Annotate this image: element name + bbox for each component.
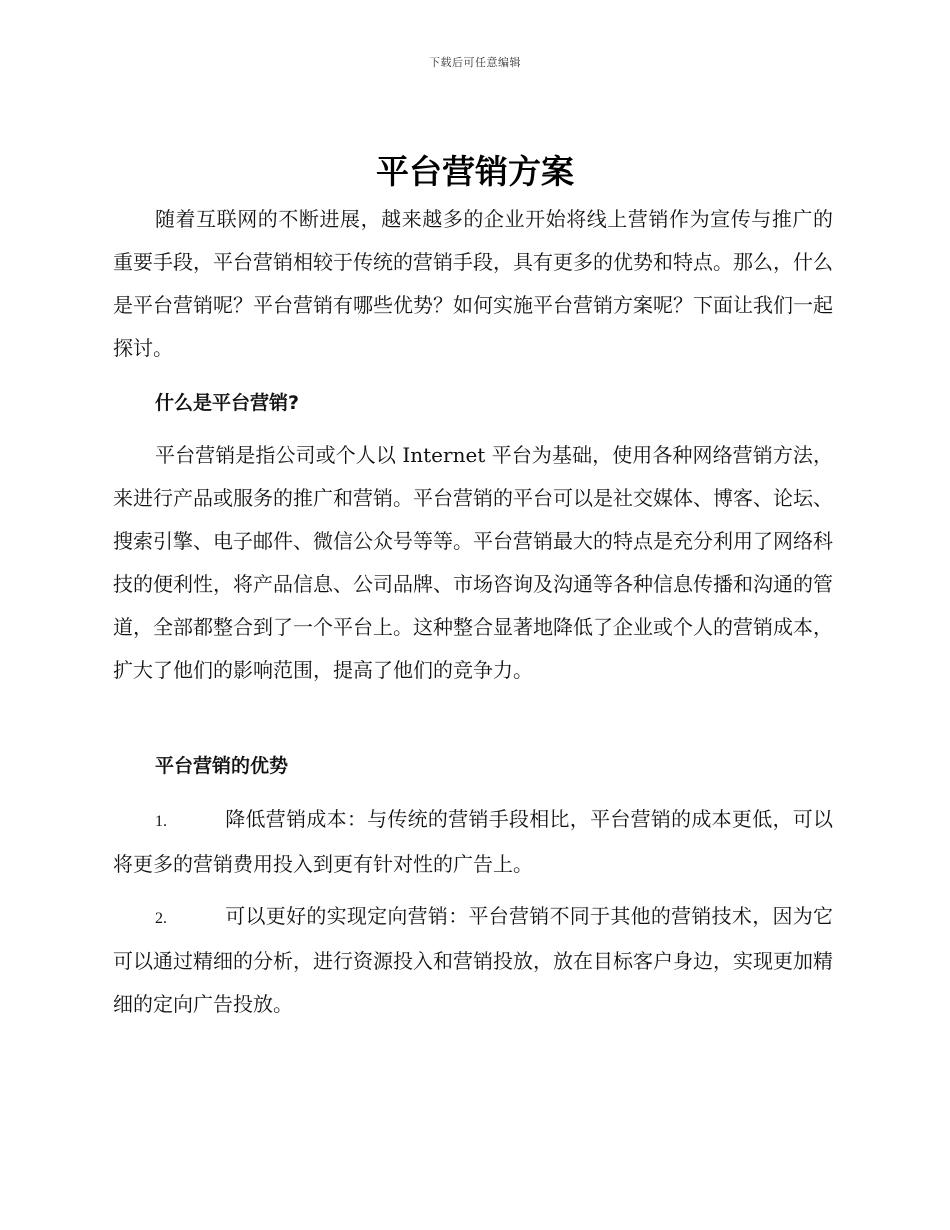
list-item-text: 可以更好的实现定向营销：平台营销不同于其他的营销技术，因为它可以通过精细的分析，进行资源投入和营销投放，放在目标客户身边，实现更加精细的定向广告投放。	[113, 904, 833, 1016]
page-title: 平台营销方案	[376, 152, 574, 191]
header-note: 下载后可任意编辑	[429, 56, 521, 69]
intro-paragraph: 随着互联网的不断进展，越来越多的企业开始将线上营销作为宣传与推广的重要手段，平台营销相较于传统的营销手段，具有更多的优势和特点。那么，什么是平台营销呢？平台营销有哪些优势？如何实施平台营销方案呢？下面让我们一起探讨。	[113, 207, 833, 360]
list-item	[113, 895, 833, 1026]
section-heading-advantages: 平台营销的优势	[155, 755, 289, 777]
list-item-number: 1.	[155, 813, 167, 830]
advantage-item-2	[113, 895, 833, 1026]
section-advantages	[113, 745, 833, 788]
section-heading-what-is: 什么是平台营销?	[155, 392, 300, 414]
what-is-paragraph: 平台营销是指公司或个人以 Internet 平台为基础，使用各种网络营销方法，来进行产品或服务的推广和营销。平台营销的平台可以是社交媒体、博客、论坛、搜索引擎、电子邮件、微信公众号等等。平台营销最大的特点是充分利用了网络科技的便利性，将产品信息、公司品牌、市场咨询及沟通等各种信息传播和沟通的管道，全部都整合到了一个平台上。这种整合显著地降低了企业或个人的营销成本，扩大了他们的影响范围，提高了他们的竞争力。	[113, 443, 833, 682]
section-what-is	[113, 382, 833, 425]
list-item-text: 降低营销成本：与传统的营销手段相比，平台营销的成本更低，可以将更多的营销费用投入到更有针对性的广告上。	[113, 807, 833, 876]
advantage-item-1	[113, 798, 833, 886]
list-item-number: 2.	[155, 910, 167, 927]
document-body	[113, 198, 833, 370]
section-what-is-body	[113, 434, 833, 692]
list-item	[113, 798, 833, 886]
